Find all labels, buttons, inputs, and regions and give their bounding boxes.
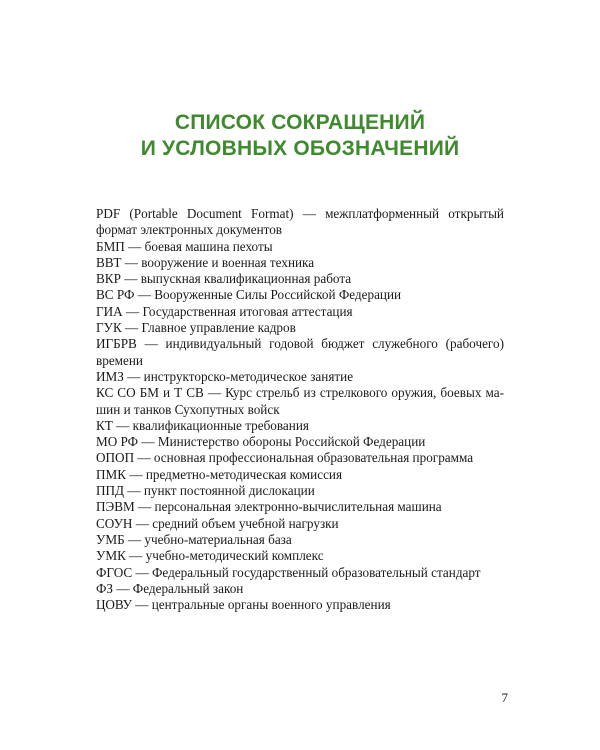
abbreviation-entry: ОПОП — основная профессиональная образовательная программа	[96, 450, 474, 466]
abbreviation-entry: ФЗ — Федеральный закон	[96, 580, 244, 596]
abbreviation-entry: БМП — боевая машина пехоты	[96, 238, 273, 254]
page-title	[0, 110, 600, 162]
abbreviation-entry: УМК — учебно-методический комплекс	[96, 548, 324, 564]
abbreviation-entry: КТ — квалификационные требования	[96, 417, 309, 433]
abbreviation-entry: ПЭВМ — персональная электронно-вычислительная машина	[96, 499, 442, 515]
abbreviation-list	[96, 206, 504, 613]
title-line-2: И УСЛОВНЫХ ОБОЗНАЧЕНИЙ	[140, 137, 460, 160]
abbreviation-entry: СОУН — средний объем учебной нагрузки	[96, 515, 339, 531]
abbreviation-entry: ЦОВУ — центральные органы военного управления	[96, 597, 391, 613]
abbreviation-entry: ГИА — Государственная итоговая аттестация	[96, 303, 353, 319]
abbreviation-entry: ИГБРВ — индивидуальный годовой бюджет служебного (рабочего) времени	[96, 336, 504, 368]
abbreviation-entry: ФГОС — Федеральный государственный образовательный стандарт	[96, 564, 481, 580]
abbreviation-entry: ВВТ — вооружение и военная техника	[96, 254, 315, 270]
abbreviation-entry: МО РФ — Министерство обороны Российской Федерации	[96, 434, 426, 450]
abbreviation-entry: ГУК — Главное управление кадров	[96, 320, 296, 336]
page-number: 7	[501, 690, 508, 705]
abbreviation-entry: ИМЗ — инструкторско-методическое занятие	[96, 368, 354, 384]
title-line-1: СПИСОК СОКРАЩЕНИЙ	[174, 111, 426, 134]
abbreviation-entry: КС СО БМ и Т СВ — Курс стрельб из стрелкового оружия, боевых машин и танков Сухопутных войск	[96, 385, 504, 417]
abbreviation-entry: ППД — пункт постоянной дислокации	[96, 483, 315, 499]
abbreviation-entry: ПМК — предметно-методическая комиссия	[96, 466, 343, 482]
abbreviation-entry: ВКР — выпускная квалификационная работа	[96, 271, 352, 287]
abbreviation-entry: PDF (Portable Document Format) — межплатформенный открытый формат электронных документов	[96, 206, 504, 238]
abbreviation-entry: ВС РФ — Вооруженные Силы Российской Федерации	[96, 287, 402, 303]
abbreviation-entry: УМБ — учебно-материальная база	[96, 531, 292, 547]
